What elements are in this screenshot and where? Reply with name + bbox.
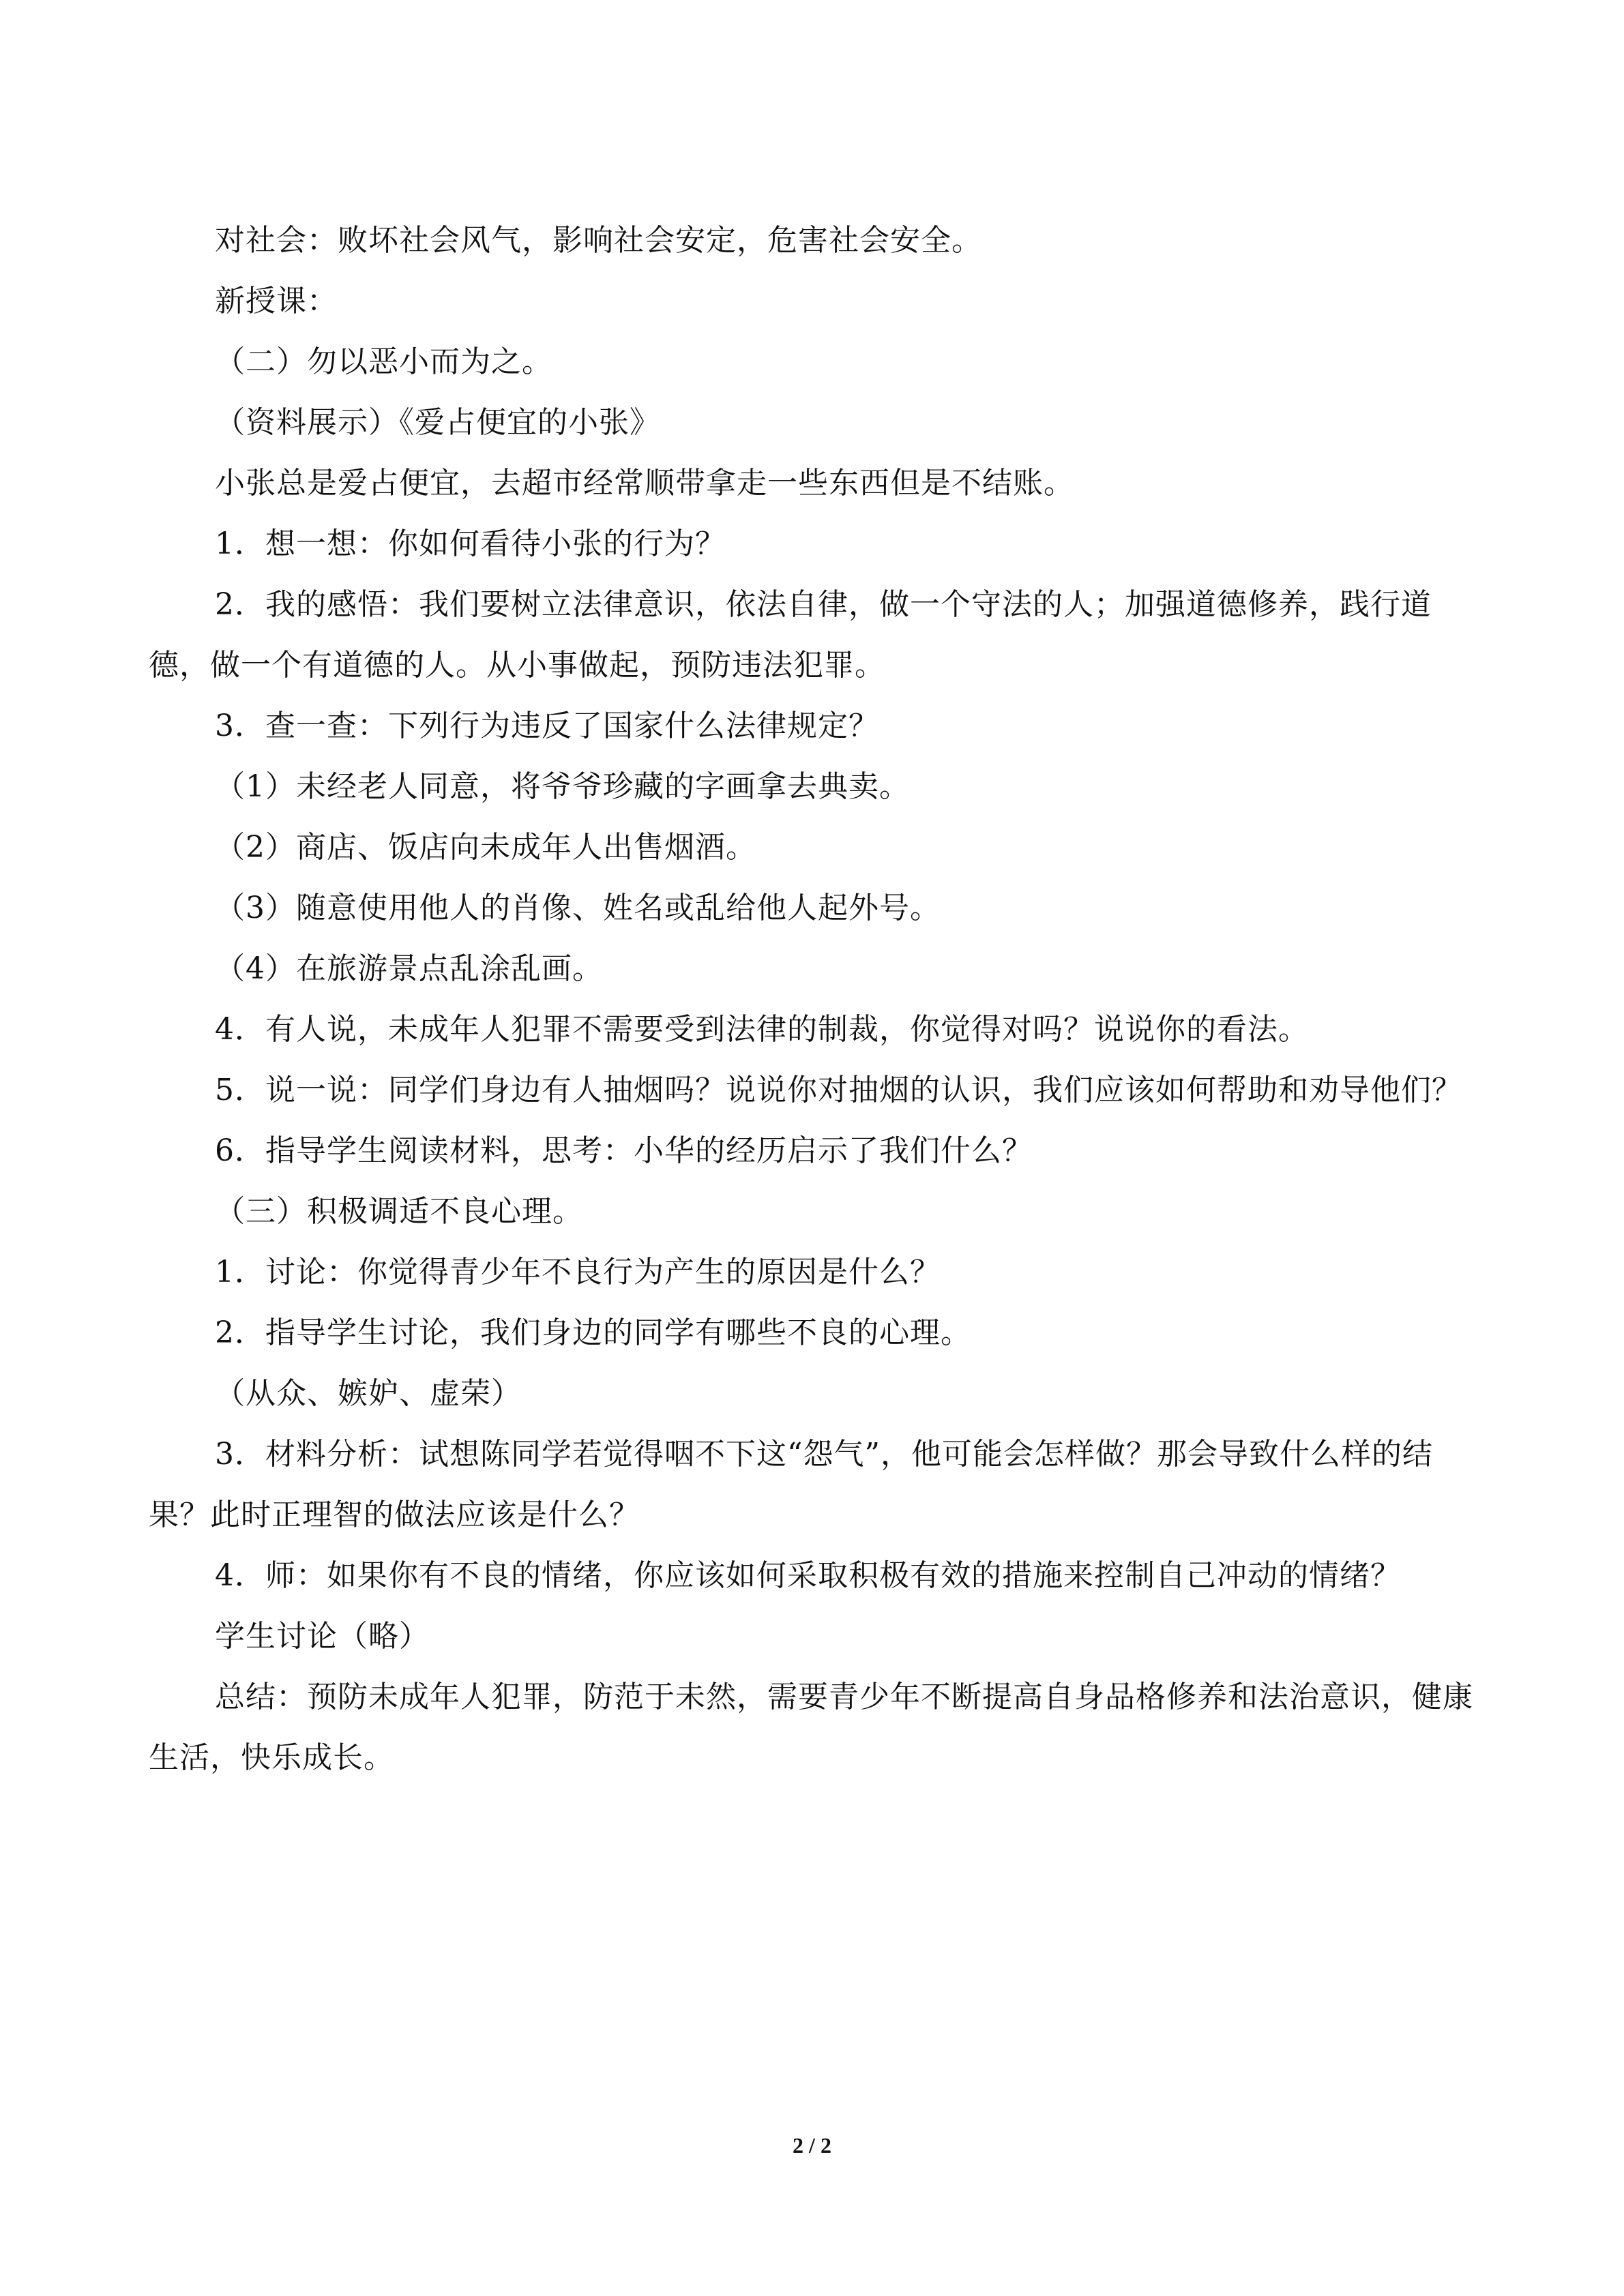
material-text: 小张总是爱占便宜，去超市经常顺带拿走一些东西但是不结账。 [215,466,1074,501]
section-heading-2: （二）勿以恶小而为之。 [215,344,552,379]
question-3-item-3: （3）随意使用他人的肖像、姓名或乱给他人起外号。 [215,891,941,925]
paragraph-society-impact: 对社会：败坏社会风气，影响社会安定，危害社会安全。 [215,223,982,258]
summary: 总结：预防未成年人犯罪，防范于未然，需要青少年不断提高自身品格修养和法治意识，健康生活，快乐成长。 [149,1680,1473,1775]
question-3: 3．查一查：下列行为违反了国家什么法律规定？ [215,709,879,743]
student-discussion: 学生讨论（略） [215,1619,430,1654]
question-3-item-1: （1）未经老人同意，将爷爷珍藏的字画拿去典卖。 [215,769,910,804]
question-2: 2．我的感悟：我们要树立法律意识，依法自律，做一个守法的人；加强道德修养，践行道德，做一个有道德的人。从小事做起，预防违法犯罪。 [149,587,1432,683]
document-body [149,210,1484,1788]
question-5: 5．说一说：同学们身边有人抽烟吗？说说你对抽烟的认识，我们应该如何帮助和劝导他们？ [215,1073,1462,1107]
paragraph-new-lesson: 新授课： [215,284,338,318]
question-6: 6．指导学生阅读材料，思考：小华的经历启示了我们什么？ [215,1133,1033,1168]
question-1: 1．想一想：你如何看待小张的行为？ [215,526,726,561]
material-title: （资料展示）《爱占便宜的小张》 [215,405,660,440]
question-4: 4．有人说，未成年人犯罪不需要受到法律的制裁，你觉得对吗？说说你的看法。 [215,1012,1309,1047]
page-number: 2 / 2 [793,2133,831,2158]
discussion-3: 3．材料分析：试想陈同学若觉得咽不下这“怨气”，他可能会怎样做？那会导致什么样的结果？此时正理智的做法应该是什么？ [149,1437,1433,1532]
question-3-item-4: （4）在旅游景点乱涂乱画。 [215,951,603,986]
question-3-item-2: （2）商店、饭店向未成年人出售烟酒。 [215,830,756,865]
section-heading-3: （三）积极调适不良心理。 [215,1194,583,1229]
discussion-1: 1．讨论：你觉得青少年不良行为产生的原因是什么？ [215,1255,941,1289]
discussion-2: 2．指导学生讨论，我们身边的同学有哪些不良的心理。 [215,1315,971,1350]
discussion-2-answer: （从众、嫉妒、虚荣） [215,1376,522,1411]
discussion-4: 4．师：如果你有不良的情绪，你应该如何采取积极有效的措施来控制自己冲动的情绪？ [215,1558,1401,1593]
